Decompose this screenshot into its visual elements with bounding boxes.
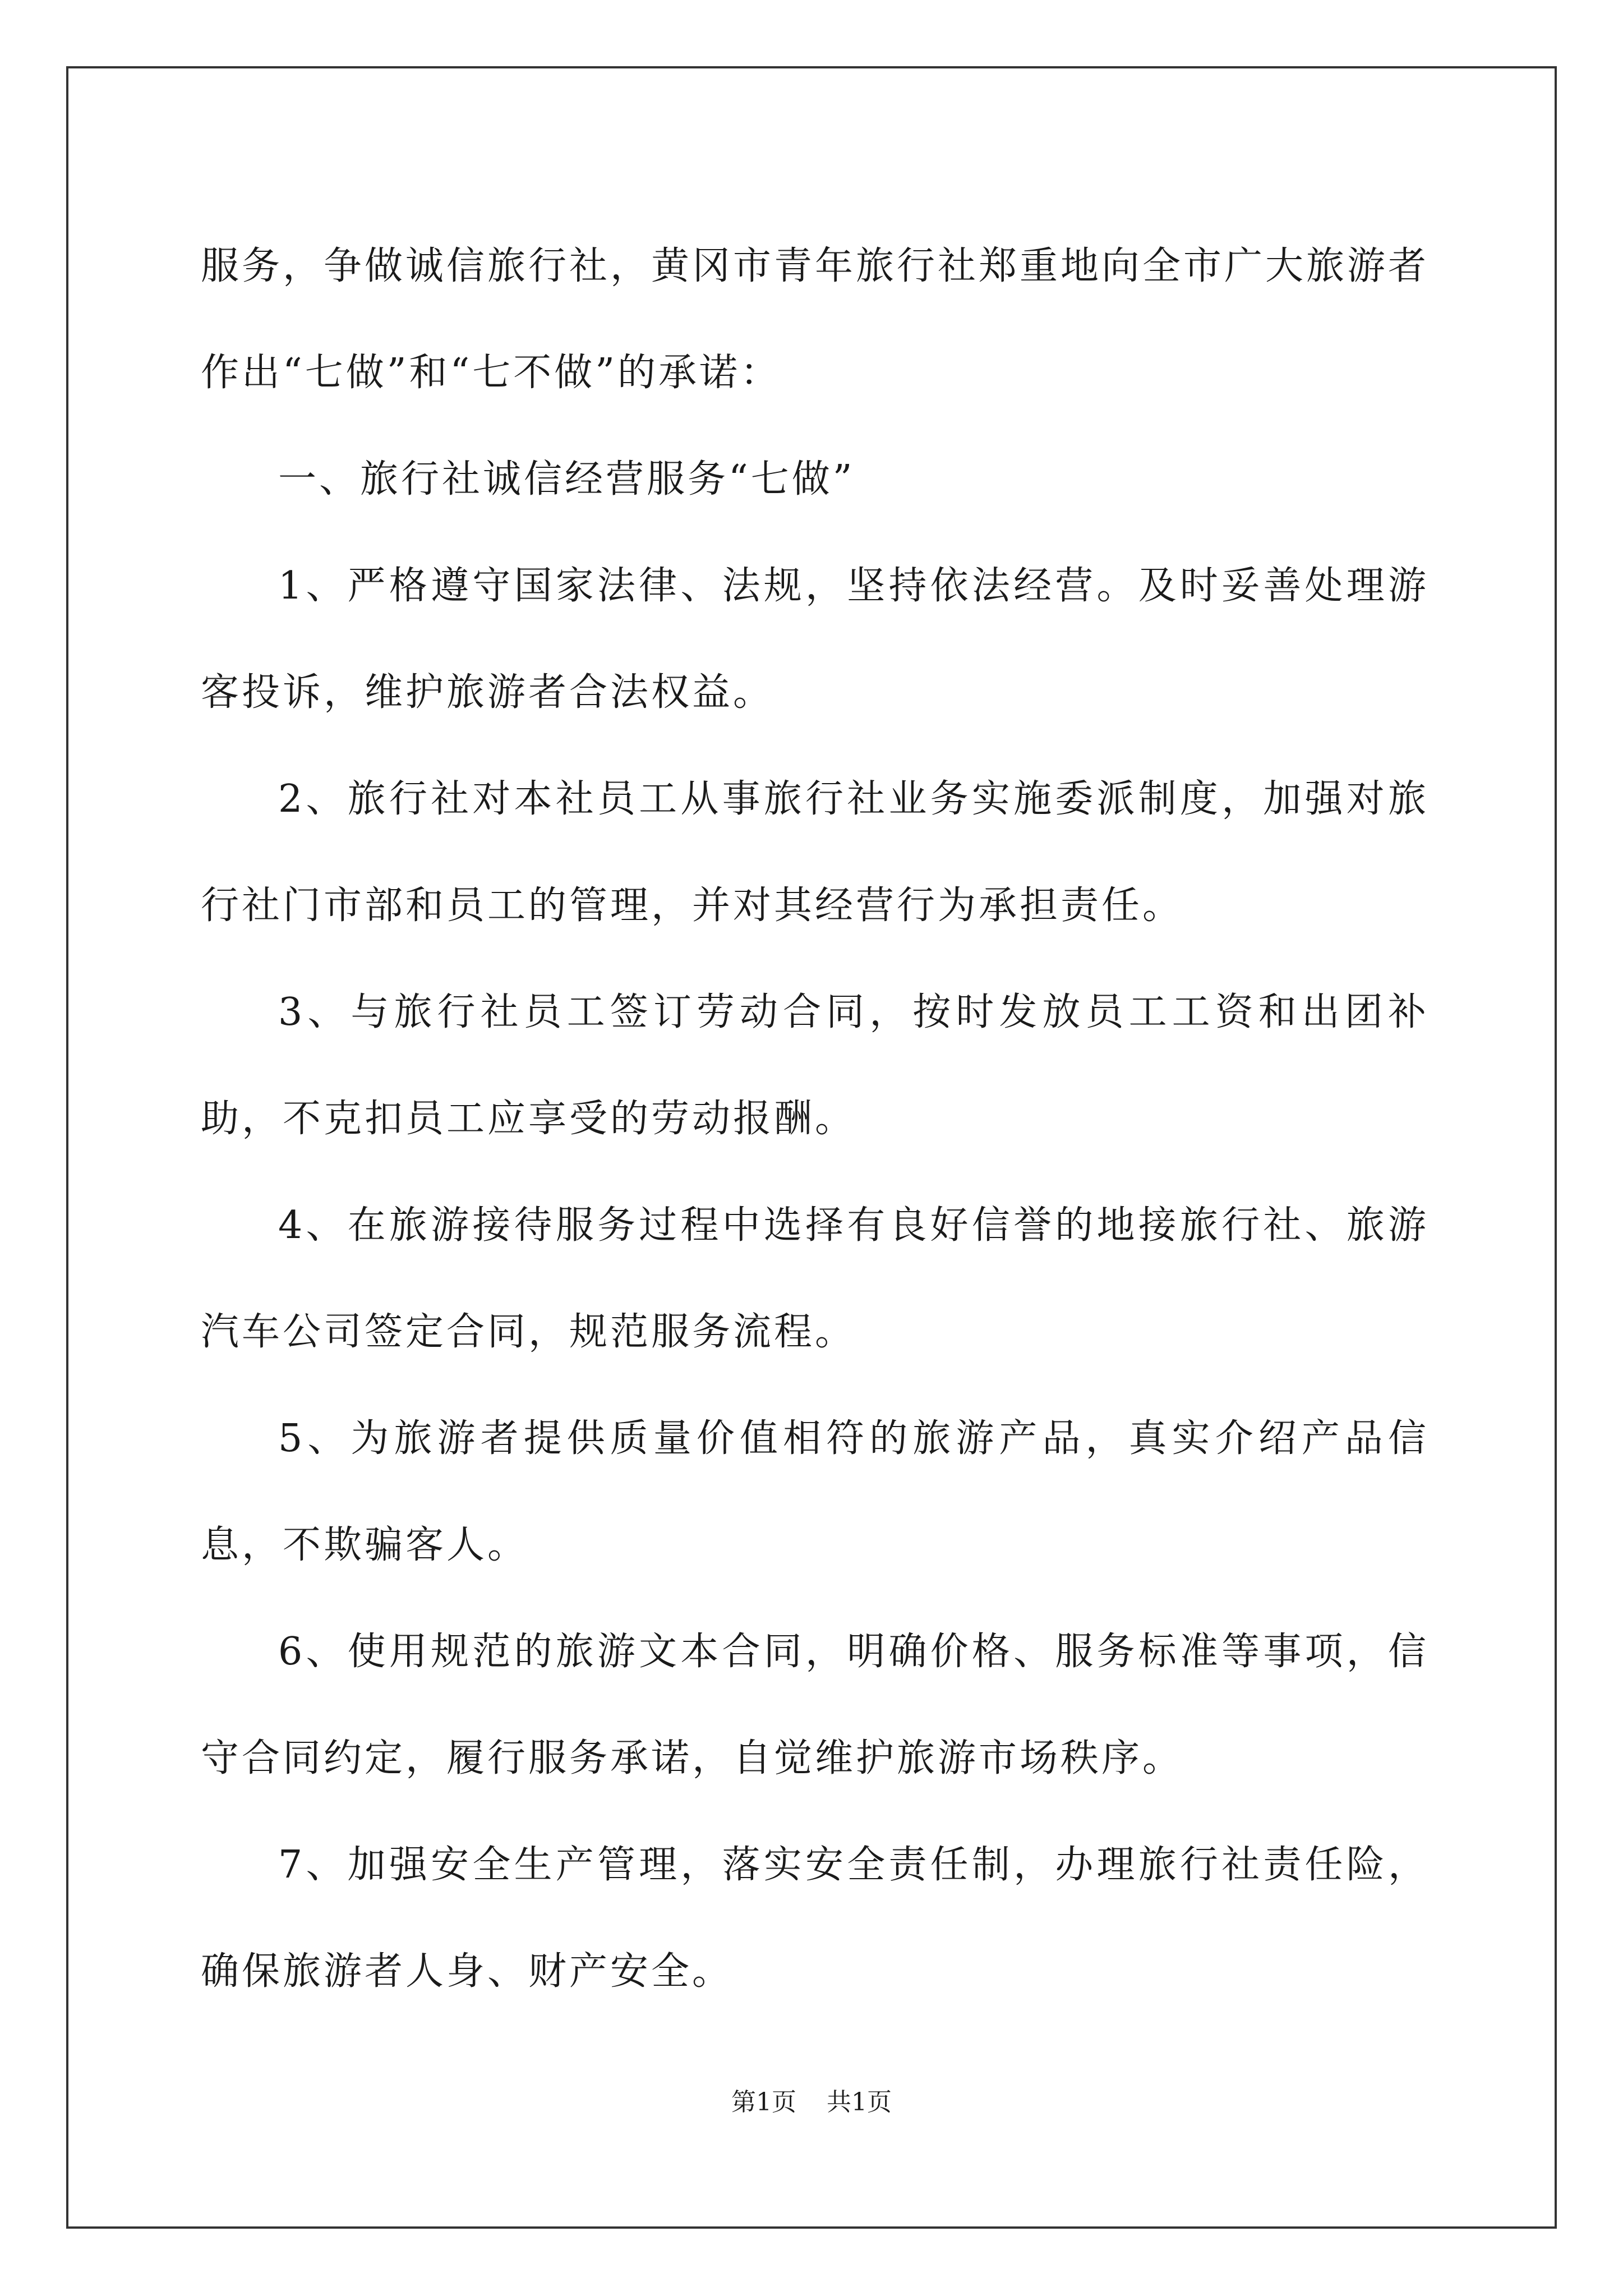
paragraph-item-5: 5、为旅游者提供质量价值相符的旅游产品，真实介绍产品信息，不欺骗客人。 <box>201 1416 1429 1567</box>
paragraph-item-1: 1、严格遵守国家法律、法规，坚持依法经营。及时妥善处理游客投诉，维护旅游者合法权益。 <box>201 564 1429 715</box>
document-body <box>201 213 1429 2025</box>
paragraph-item-2: 2、旅行社对本社员工从事旅行社业务实施委派制度，加强对旅行社门市部和员工的管理，并对其经营行为承担责任。 <box>201 777 1429 928</box>
paragraph-item-6: 6、使用规范的旅游文本合同，明确价格、服务标准等事项，信守合同约定，履行服务承诺，自觉维护旅游市场秩序。 <box>201 1630 1429 1780</box>
page-footer <box>0 2086 1623 2119</box>
paragraph-item-3: 3、与旅行社员工签订劳动合同，按时发放员工工资和出团补助，不克扣员工应享受的劳动报酬。 <box>201 990 1429 1141</box>
page-total: 共1页 <box>827 2088 892 2116</box>
paragraph-item-7: 7、加强安全生产管理，落实安全责任制，办理旅行社责任险，确保旅游者人身、财产安全。 <box>201 1843 1429 1994</box>
section-heading: 一、旅行社诚信经营服务“七做” <box>278 457 855 501</box>
paragraph-item-4: 4、在旅游接待服务过程中选择有良好信誉的地接旅行社、旅游汽车公司签定合同，规范服务流程。 <box>201 1203 1429 1354</box>
paragraph-intro: 服务，争做诚信旅行社，黄冈市青年旅行社郑重地向全市广大旅游者作出“七做”和“七不做”的承诺： <box>201 244 1430 395</box>
page-number: 第1页 <box>731 2088 796 2116</box>
